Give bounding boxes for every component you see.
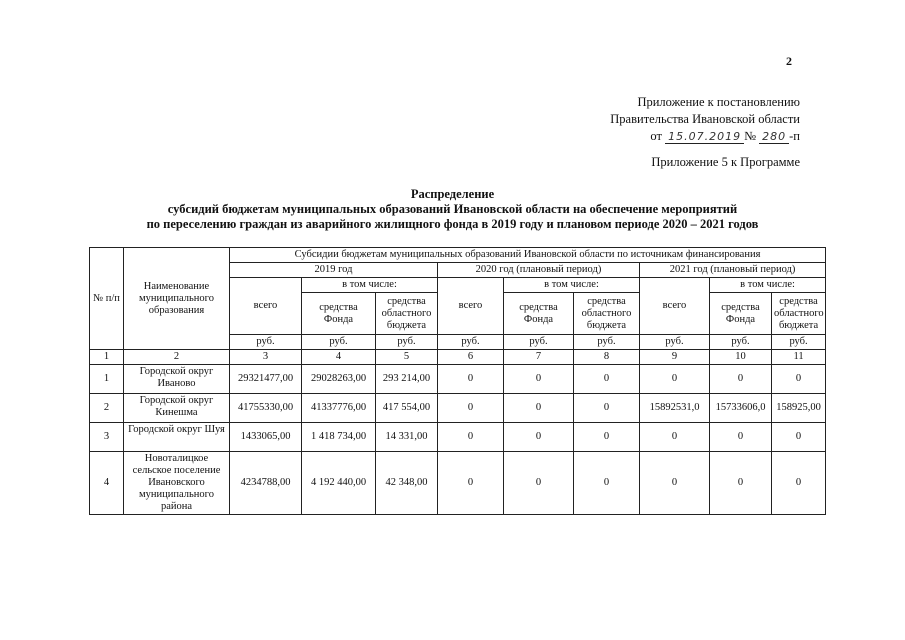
header-year-2021: 2021 год (плановый период) [640,263,826,278]
header-no: № п/п [90,248,124,350]
cell-value: 41755330,00 [230,394,302,423]
cell-value: 0 [772,423,826,452]
unit-cell: руб. [376,335,438,350]
unit-cell: руб. [710,335,772,350]
header-fund-2021: средства Фонда [710,293,772,335]
decree-header [610,94,800,145]
appendix-label: Приложение 5 к Программе [651,155,800,169]
row-name: Городской округ Кинешма [124,394,230,423]
title-line-1: Распределение [410,187,495,201]
cell-value: 0 [640,452,710,515]
col-number: 2 [124,350,230,365]
cell-value: 0 [710,423,772,452]
header-regional-2021: средства областного бюджета [772,293,826,335]
col-number: 4 [302,350,376,365]
col-number: 5 [376,350,438,365]
cell-value: 0 [574,394,640,423]
row-number: 4 [90,452,124,515]
cell-value: 14 331,00 [376,423,438,452]
column-number-row [90,350,826,365]
cell-value: 42 348,00 [376,452,438,515]
title-line-3: по переселению граждан из аварийного жилищного фонда в 2019 году и плановом периоде 2020 – 2021 годов [146,217,759,231]
col-number: 6 [438,350,504,365]
decree-date-line [650,128,800,145]
cell-value: 15733606,0 [710,394,772,423]
row-name: Новоталицкое сельское поселение Ивановского муниципального района [124,452,230,515]
cell-value: 1433065,00 [230,423,302,452]
cell-value: 0 [438,452,504,515]
handwritten-date: 15.07.2019 [665,130,744,144]
cell-value: 417 554,00 [376,394,438,423]
cell-value: 0 [710,365,772,394]
col-number: 9 [640,350,710,365]
header-fund-2019: средства Фонда [302,293,376,335]
cell-value: 1 418 734,00 [302,423,376,452]
unit-cell: руб. [230,335,302,350]
subsidy-table [89,247,826,515]
header-total-2021: всего [640,278,710,335]
header-including-2021: в том числе: [710,278,826,293]
header-total-2019: всего [230,278,302,335]
page-number: 2 [786,54,792,68]
row-number: 2 [90,394,124,423]
cell-value: 0 [504,423,574,452]
unit-cell: руб. [772,335,826,350]
unit-cell: руб. [438,335,504,350]
cell-value: 41337776,00 [302,394,376,423]
col-number: 10 [710,350,772,365]
table-row [90,365,826,394]
col-number: 1 [90,350,124,365]
header-including-2019: в том числе: [302,278,438,293]
unit-cell: руб. [574,335,640,350]
cell-value: 4234788,00 [230,452,302,515]
cell-value: 0 [504,452,574,515]
header-line-2: Правительства Ивановской области [610,112,800,126]
from-label: от [650,129,662,143]
cell-value: 29028263,00 [302,365,376,394]
cell-value: 0 [438,423,504,452]
col-number: 8 [574,350,640,365]
cell-value: 0 [504,365,574,394]
cell-value: 0 [640,365,710,394]
cell-value: 0 [574,423,640,452]
header-regional-2020: средства областного бюджета [574,293,640,335]
row-number: 1 [90,365,124,394]
cell-value: 0 [438,394,504,423]
col-number: 11 [772,350,826,365]
number-suffix: -п [789,129,800,143]
header-including-2020: в том числе: [504,278,640,293]
table-row [90,452,826,515]
unit-cell: руб. [504,335,574,350]
unit-cell: руб. [640,335,710,350]
header-regional-2019: средства областного бюджета [376,293,438,335]
table-row [90,394,826,423]
row-name: Городской округ Иваново [124,365,230,394]
unit-cell: руб. [302,335,376,350]
col-number: 7 [504,350,574,365]
handwritten-number: 280 [759,130,789,144]
header-line-1: Приложение к постановлению [637,95,800,109]
cell-value: 0 [710,452,772,515]
cell-value: 0 [640,423,710,452]
header-fund-2020: средства Фонда [504,293,574,335]
cell-value: 293 214,00 [376,365,438,394]
col-number: 3 [230,350,302,365]
cell-value: 0 [574,452,640,515]
header-name: Наименование муниципального образования [124,248,230,350]
row-name: Городской округ Шуя [124,423,230,452]
number-sign: № [744,129,757,143]
cell-value: 0 [772,365,826,394]
cell-value: 0 [772,452,826,515]
title-line-2: субсидий бюджетам муниципальных образований Ивановской области на обеспечение мероприятий [167,202,738,216]
cell-value: 158925,00 [772,394,826,423]
cell-value: 0 [574,365,640,394]
document-title [0,187,905,232]
cell-value: 4 192 440,00 [302,452,376,515]
cell-value: 15892531,0 [640,394,710,423]
header-group: Субсидии бюджетам муниципальных образований Ивановской области по источникам финансирования [230,248,826,263]
cell-value: 0 [504,394,574,423]
header-year-2020: 2020 год (плановый период) [438,263,640,278]
cell-value: 0 [438,365,504,394]
header-total-2020: всего [438,278,504,335]
row-number: 3 [90,423,124,452]
header-year-2019: 2019 год [230,263,438,278]
table-row [90,423,826,452]
cell-value: 29321477,00 [230,365,302,394]
